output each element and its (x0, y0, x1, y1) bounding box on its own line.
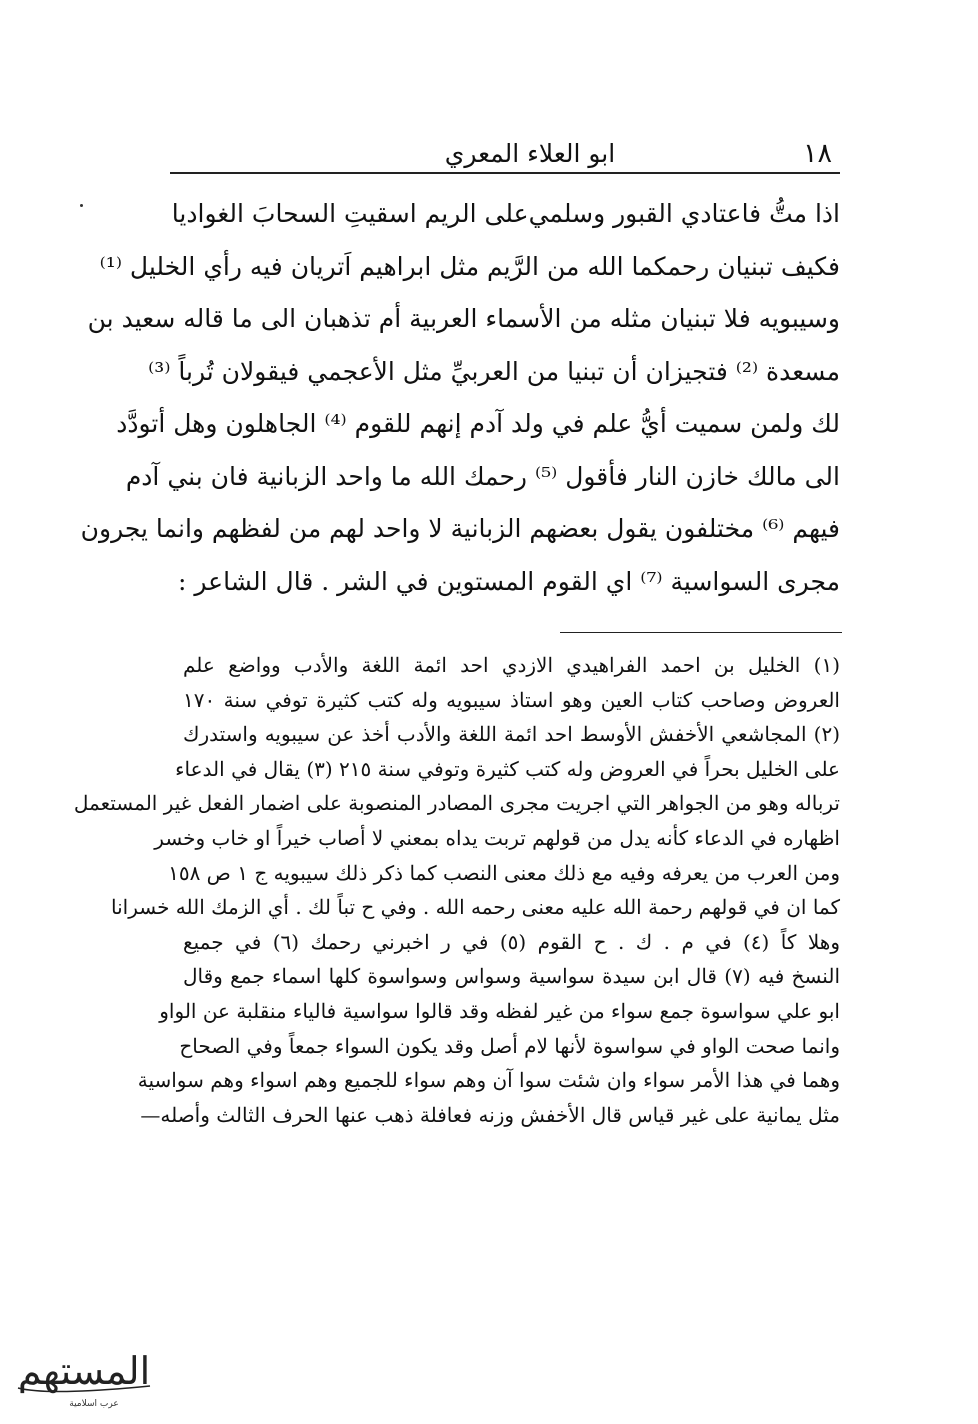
verse-line (171, 188, 840, 241)
footnote-line: على الخليل بحراً في العروض وله كتب كثيرة وتوفي سنة ٢١٥ (٣) يقال في الدعاء (175, 756, 840, 781)
text-line: مجرى السواسية ⁽⁷⁾ اي القوم المستوين في الشر . قال الشاعر : (178, 566, 840, 596)
footnote-line: اظهاره في الدعاء كأنه يدل من قولهم تربت يداه بمعني لا أصاب خيراً او خاب وخسر (154, 825, 840, 850)
running-title: ابو العلاء المعري (444, 139, 616, 168)
main-text (80, 188, 840, 608)
page-header (170, 138, 840, 174)
library-stamp-logo (10, 1336, 158, 1412)
footnote-line: ترباله وهو من الجواهر التي اجريت مجرى المصادر المنصوبة على اضمار الفعل غير المستعمل (73, 791, 840, 816)
footnote-line: العروض وصاحب كتاب العين وهو استاذ سيبويه وله كتب كثيرة توفي سنة ١٧٠ (183, 687, 840, 712)
footnote-line: وهلا كاً (٤) في م . ك . ح القوم (٥) في ر اخبرني رحمك (٦) في جميع (183, 929, 840, 954)
stamp-subtext: عرب اسلامية (69, 1399, 119, 1409)
stray-dot (80, 204, 83, 207)
footnote-line: مثل يمانية على غير قياس قال الأخفش وزنه فعافلة ذهب عنها الحرف الثالث وأصله— (140, 1102, 840, 1127)
stamp-text: المستهم (17, 1349, 151, 1393)
verse-hemistich-2: على الريم اسقيتِ السحابَ الغواديا (171, 199, 529, 228)
footnote-line: وهما في هذا الأمر سواء وان شئت سوا آن وهم سواء للجميع وهم اسواء وهم سواسية (137, 1068, 840, 1093)
text-line: فيهم ⁽⁶⁾ مختلفون يقول بعضهم الزبانية لا واحد لهم من لفظهم وانما يجرون (80, 514, 840, 543)
footnotes (73, 648, 840, 1132)
footnote-line: ومن العرب من يعرفه وفيه مع ذلك معنى النصب كما ذكر ذلك سيبويه ج ١ ص ١٥٨ (168, 860, 840, 885)
footnote-separator (560, 632, 842, 633)
footnote-line: النسخ فيه (٧) قال ابن سيدة سواسية وسواس وسواسوة كلها اسماء جمع وقال (183, 964, 840, 989)
page-number: ١٨ (802, 138, 832, 169)
text-line: الى مالك خازن النار فأقول ⁽⁵⁾ رحمك الله ما واحد الزبانية فان بني آدم (125, 461, 840, 491)
footnote-line: وانما صحت الواو في سواسوة لأنها لام أصل وقد يكون السواء جمعاً وفي الصحاح (179, 1033, 840, 1058)
verse-hemistich-1: اذا متُّ فاعتادي القبور وسلمي (528, 199, 840, 228)
footnote-line: ابو علي سواسوة جمع سواء من غير لفظه وقد قالوا سواسية فالياء منقلبة عن الواو (159, 998, 840, 1023)
text-line: مسعدة ⁽²⁾ فتجيزان أن تبنيا من العربيِّ مثل الأعجمي فيقولان تُرباً ⁽³⁾ (148, 356, 840, 386)
footnote-line: (١) الخليل بن احمد الفراهيدي الازدي احد ائمة اللغة والأدب وواضع علم (183, 653, 840, 677)
text-line: فكيف تبنيان رحمكما الله من الرَّيم مثل ابراهيم اَتريان فيه رأي الخليل ⁽¹⁾ (99, 251, 840, 281)
text-line: لك ولمن سميت أيُّ علم في ولد آدم إنهم للقوم ⁽⁴⁾ الجاهلون وهل أتودَّد (116, 409, 840, 438)
footnote-line: (٢) المجاشعي الأخفش الأوسط احد ائمة اللغة والأدب أخذ عن سيبويه واستدرك (183, 722, 840, 747)
text-line: وسيبويه فلا تبنيان مثله من الأسماء العربية أم تذهبان الى ما قاله سعيد بن (87, 304, 840, 333)
footnote-line: كما ان في قولهم رحمة الله عليه معنى رحمه الله . وفي ح تباً لك . أي الزمك الله خسرانا (110, 895, 840, 920)
